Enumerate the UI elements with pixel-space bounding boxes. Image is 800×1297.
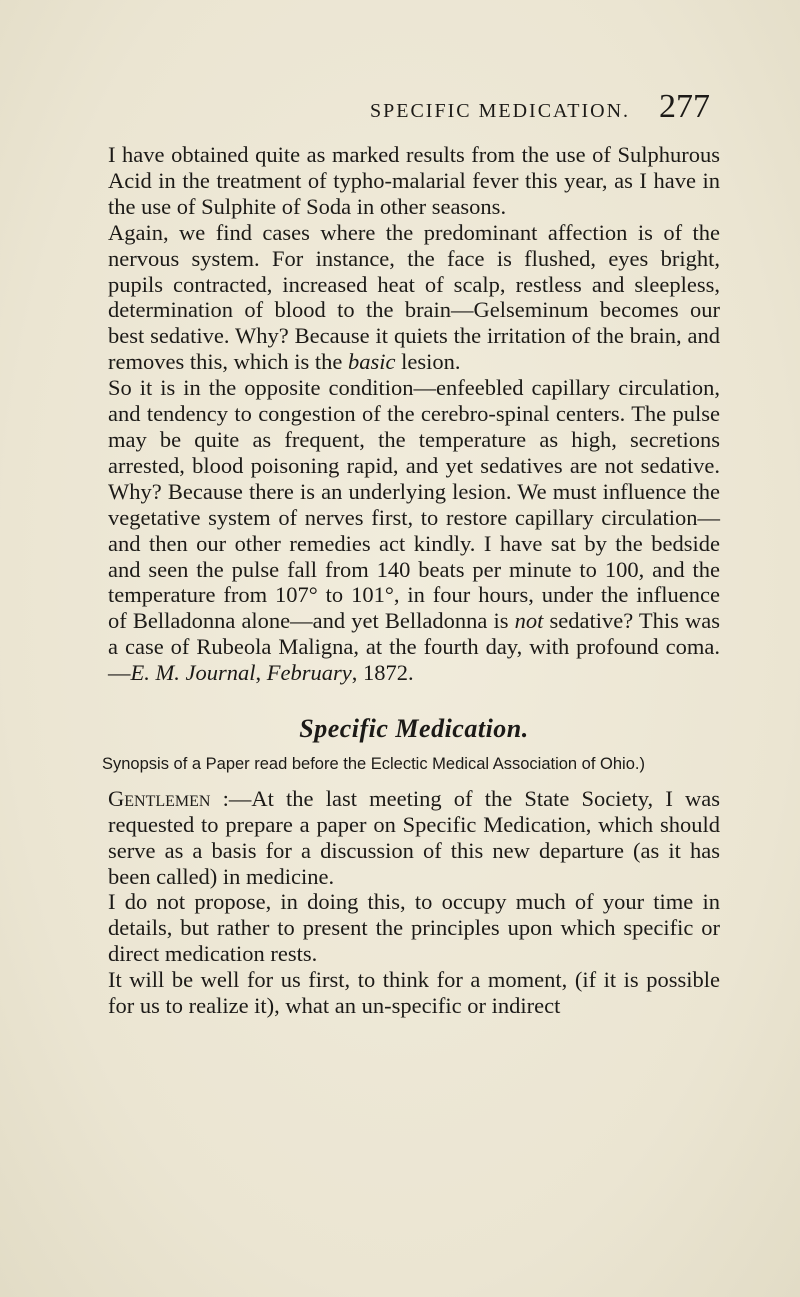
text-run: lesion. — [395, 349, 461, 375]
salutation: Gentlemen — [108, 785, 211, 811]
text-run: Again, we find cases where the predominant affection is of the nervous system. For instance, the face is flushed, eyes bright, pupils contracted, increased heat of scalp, restless and sleepless, determination of blood to the brain—Gelseminum becomes our best sedative. Why? Because it quiets the irritation of the brain, and removes this, which is the — [108, 219, 720, 375]
emphasis-not: not — [514, 608, 544, 634]
emphasis-basic: basic — [347, 349, 396, 375]
text-run: So it is in the opposite condition—enfeebled capillary circulation, and tendency to congestion of the cerebro-spinal centers. The pulse may be quite as frequent, the temperature as high, secretions arrested, blood poisoning rapid, and yet sedatives are not sedative. Why? Because there is an underlying lesion. We must influence the vegetative system of nerves first, to restore capillary circulation—and then our other remedies act kindly. I have sat by the bedside and seen the pulse fall from 140 beats per minute to 100, and the temperature from 107° to 101°, in four hours, under the influence of Belladonna alone—and yet Belladonna is — [108, 375, 720, 634]
paragraph-sulphurous-acid: I have obtained quite as marked results from the use of Sulphurous Acid in the treatment of typho-malarial fever this year, as I have in the use of Sulphite of Soda in other seasons. — [108, 142, 720, 219]
paragraph-propose: I do not propose, in doing this, to occupy much of your time in details, but rather to present the principles upon which specific or direct medication rests. — [108, 889, 720, 967]
text-run: :—At the last meeting of the State Society, I was requested to prepare a paper on Specific Medication, which should serve as a basis for a discussion of this new departure (as it has been called) in medicine. — [108, 785, 720, 889]
page-header — [370, 88, 710, 132]
page-number: 277 — [659, 88, 710, 125]
paragraph-opposite-condition — [108, 375, 720, 686]
text-run: , 1872. — [351, 660, 414, 686]
section-synopsis: Synopsis of a Paper read before the Eclectic Medical Association of Ohio.) — [102, 754, 645, 773]
section-title: Specific Medication. — [299, 714, 529, 744]
citation-journal: E. M. Journal — [130, 660, 256, 686]
paragraph-nervous-system — [108, 220, 720, 375]
body-text — [102, 142, 720, 1019]
paragraph-think: It will be well for us first, to think for a moment, (if it is possible for us to realize it), what an un-specific or indirect — [108, 967, 720, 1019]
running-head: SPECIFIC MEDICATION. — [370, 100, 631, 122]
paragraph-address — [108, 786, 720, 890]
text-run: sedative? This was a case of Rubeola Maligna, at the fourth day, with profound coma.— — [108, 608, 720, 686]
citation-month: February — [266, 660, 352, 686]
text-run: , — [255, 660, 267, 686]
